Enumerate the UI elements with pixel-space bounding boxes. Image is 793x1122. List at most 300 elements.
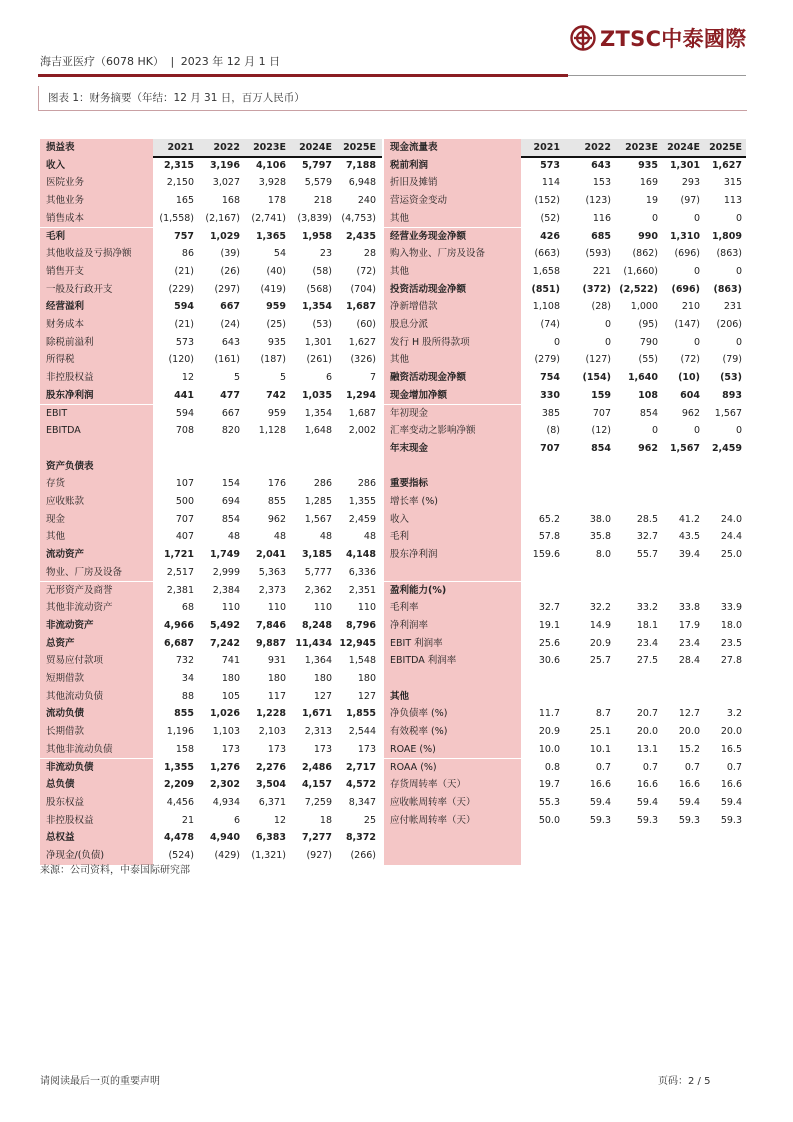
cell-value: 1,627	[711, 159, 742, 171]
cell-value: (862)	[632, 248, 658, 260]
cell-value: 741	[221, 655, 240, 667]
cell-value: (28)	[591, 301, 611, 313]
row-label: 收入	[40, 157, 153, 175]
table-row	[40, 387, 382, 405]
row-label: 融资活动现金净额	[384, 369, 521, 387]
cell-value: 114	[541, 177, 560, 189]
cell-value: 385	[541, 407, 560, 419]
row-label: 营运资金变动	[384, 192, 521, 210]
cell-value: 25.1	[589, 726, 611, 738]
cell-value: (26)	[220, 265, 240, 277]
table-row	[40, 670, 382, 688]
cell-value: 180	[221, 673, 240, 684]
cell-value: 2025E	[343, 142, 376, 153]
cell-value: 8,248	[301, 619, 332, 631]
cell-value: 11.7	[538, 708, 560, 720]
cell-value: 959	[266, 301, 286, 313]
header-rule-red	[38, 74, 568, 77]
cell-value: (95)	[638, 319, 658, 330]
row-label: 有效税率 (%)	[384, 723, 521, 741]
cell-value: 18.1	[636, 619, 658, 631]
cell-value: 694	[221, 496, 240, 507]
row-label: 折旧及摊销	[384, 174, 521, 192]
cell-value: 707	[592, 407, 611, 419]
cell-value: 3.2	[726, 708, 742, 720]
row-label	[384, 847, 521, 865]
cell-value: 4,456	[166, 796, 194, 808]
table-row	[384, 458, 746, 476]
cell-value: 48	[319, 531, 332, 543]
cell-value: (568)	[306, 283, 332, 295]
cell-value: 6,336	[348, 566, 376, 578]
table-row	[40, 635, 382, 653]
cell-value: 0	[735, 336, 742, 348]
table-row	[40, 245, 382, 263]
row-label: 重要指标	[384, 475, 521, 493]
ztsc-logo-icon	[570, 25, 596, 51]
cell-value: 6	[325, 372, 332, 384]
cell-value: (21)	[174, 319, 194, 330]
row-label: 长期借款	[40, 723, 153, 741]
cell-value: 820	[221, 425, 240, 437]
row-label: 一般及行政开支	[40, 281, 153, 299]
row-label: 投资活动现金净额	[384, 281, 521, 299]
cell-value: 173	[357, 743, 376, 755]
cell-value: 2023E	[625, 142, 658, 153]
cell-value: 59.3	[720, 814, 742, 826]
cell-value: (1,321)	[251, 850, 286, 861]
table-row	[40, 759, 382, 777]
cell-value: (72)	[356, 265, 376, 277]
cell-value: 7	[369, 372, 376, 384]
cell-value: (3,839)	[297, 212, 332, 224]
cell-value: 0	[693, 265, 700, 277]
cell-value: 2,150	[166, 177, 194, 189]
cell-value: 8.0	[595, 549, 611, 561]
cell-value: 11,434	[295, 637, 332, 649]
row-label: 净新增借款	[384, 298, 521, 316]
row-label: 销售成本	[40, 210, 153, 228]
cell-value: 7,242	[209, 637, 240, 649]
cell-value: 59.3	[678, 814, 700, 826]
cell-value: (419)	[260, 283, 286, 295]
cell-value: 854	[221, 513, 240, 525]
cell-value: 32.2	[589, 602, 611, 614]
cell-value: 935	[638, 159, 658, 171]
cell-value: (161)	[214, 354, 240, 366]
cell-value: 28	[363, 248, 376, 260]
cell-value: 32.7	[538, 602, 560, 614]
header-separator: |	[170, 55, 175, 68]
cell-value: 315	[723, 177, 742, 189]
cell-value: 14.9	[589, 619, 611, 631]
cell-value: 0	[693, 212, 700, 224]
cell-value: 35.8	[589, 531, 611, 543]
row-label: 其他	[40, 528, 153, 546]
cell-value: 173	[267, 743, 286, 755]
table-row	[40, 475, 382, 493]
cell-value: (372)	[582, 283, 611, 295]
cell-value: 1,809	[711, 230, 742, 242]
row-label: EBIT 利润率	[384, 635, 521, 653]
table-row	[384, 281, 746, 299]
row-label: 盈利能力(%)	[384, 582, 521, 600]
table-row	[40, 829, 382, 847]
cell-value: 2,717	[345, 761, 376, 773]
cell-value: 21	[181, 814, 194, 826]
table-row	[40, 192, 382, 210]
row-label: 股东权益	[40, 794, 153, 812]
cell-value: 1,301	[669, 159, 700, 171]
cell-value: 16.5	[720, 743, 742, 755]
table-row	[384, 157, 746, 175]
row-label: 存货周转率（天）	[384, 776, 521, 794]
row-label: 贸易应付款项	[40, 652, 153, 670]
cell-value: 8.7	[595, 708, 611, 720]
cell-value: 3,504	[255, 779, 286, 791]
cell-value: 0	[693, 336, 700, 348]
table-row	[384, 582, 746, 600]
cell-value: 604	[680, 389, 700, 401]
cell-value: 1,108	[532, 301, 560, 313]
row-label: 除税前溢利	[40, 334, 153, 352]
cell-value: (21)	[174, 265, 194, 277]
cell-value: 218	[313, 195, 332, 207]
company-name: 海吉亚医疗（6078 HK）	[40, 55, 164, 68]
cell-value: (152)	[534, 195, 560, 207]
cell-value: (25)	[266, 319, 286, 330]
cell-value: 27.8	[720, 655, 742, 667]
cell-value: (663)	[534, 248, 560, 260]
cell-value: 48	[363, 531, 376, 543]
table-row	[40, 741, 382, 759]
cell-value: 180	[313, 673, 332, 684]
cell-value: (863)	[716, 248, 742, 260]
cell-value: 2,373	[258, 584, 286, 596]
cell-value: 707	[540, 442, 560, 454]
cell-value: 5,492	[209, 619, 240, 631]
cell-value: 1,855	[345, 708, 376, 720]
cell-value: 854	[591, 442, 611, 454]
row-label: 其他	[384, 263, 521, 281]
row-label: 年初现金	[384, 405, 521, 423]
cell-value: (72)	[680, 354, 700, 366]
table-row	[40, 369, 382, 387]
cell-value: 165	[175, 195, 194, 207]
cell-value: 59.4	[720, 796, 742, 808]
cell-value: (261)	[306, 354, 332, 366]
cell-value: 708	[175, 425, 194, 437]
cell-value: (123)	[585, 195, 611, 207]
cell-value: 6,383	[255, 832, 286, 844]
table-row	[40, 334, 382, 352]
cell-value: 1,567	[714, 407, 742, 419]
cell-value: 962	[681, 407, 700, 419]
table-row	[384, 139, 746, 157]
cell-value: 158	[175, 743, 194, 755]
row-label: 经营溢利	[40, 298, 153, 316]
cell-value: 25.7	[589, 655, 611, 667]
table-row	[40, 617, 382, 635]
table-row	[40, 511, 382, 529]
cell-value: 935	[267, 336, 286, 348]
cell-value: 1,671	[301, 708, 332, 720]
cell-value: 7,259	[304, 796, 332, 808]
cell-value: 168	[221, 195, 240, 207]
cell-value: (40)	[266, 265, 286, 277]
cell-value: 959	[267, 407, 286, 419]
row-label: 股息分派	[384, 316, 521, 334]
cell-value: 240	[357, 195, 376, 207]
cell-value: (79)	[722, 354, 742, 366]
cell-value: 1,721	[163, 549, 194, 561]
cell-value: 1,354	[301, 301, 332, 313]
row-label: 无形资产及商誉	[40, 582, 153, 600]
cell-value: 20.0	[678, 726, 700, 738]
cell-value: 54	[273, 248, 286, 260]
cell-value: 173	[221, 743, 240, 755]
table-row	[384, 298, 746, 316]
cell-value: 12,945	[339, 637, 376, 649]
cell-value: (154)	[582, 372, 611, 384]
table-row	[40, 582, 382, 600]
row-label: EBITDA	[40, 422, 153, 440]
cell-value: 20.9	[589, 637, 611, 649]
table-row	[384, 617, 746, 635]
row-label: 现金增加净额	[384, 387, 521, 405]
cell-value: 990	[638, 230, 658, 242]
cell-value: 3,928	[258, 177, 286, 189]
cell-value: 12	[181, 372, 194, 384]
cell-value: 107	[175, 478, 194, 490]
cell-value: 2,384	[212, 584, 240, 596]
cell-value: 1,035	[301, 389, 332, 401]
cell-value: 48	[227, 531, 240, 543]
cell-value: 0	[735, 265, 742, 277]
cell-value: 3,196	[209, 159, 240, 171]
cell-value: 8,372	[345, 832, 376, 844]
cell-value: 16.6	[589, 779, 611, 791]
table-row	[40, 546, 382, 564]
cell-value: 2,381	[166, 584, 194, 596]
table-row	[384, 564, 746, 582]
table-row	[40, 263, 382, 281]
table-row	[40, 493, 382, 511]
cell-value: (1,558)	[159, 212, 194, 224]
cell-value: 57.8	[538, 531, 560, 543]
cell-value: (10)	[678, 372, 700, 384]
table-row	[40, 652, 382, 670]
cell-value: 59.3	[636, 814, 658, 826]
cell-value: (8)	[546, 425, 560, 437]
cell-value: 105	[221, 690, 240, 702]
cell-value: 8,347	[348, 796, 376, 808]
table-row	[384, 440, 746, 458]
row-label: 股东净利润	[384, 546, 521, 564]
table-row	[384, 405, 746, 423]
table-row	[40, 812, 382, 830]
cell-value: (53)	[720, 372, 742, 384]
cell-value: 330	[540, 389, 560, 401]
row-label: 总权益	[40, 829, 153, 847]
cell-value: 2,544	[348, 726, 376, 738]
cell-value: (120)	[168, 354, 194, 366]
cell-value: 2,002	[348, 425, 376, 437]
cell-value: (2,522)	[619, 283, 658, 295]
row-label: 总资产	[40, 635, 153, 653]
table-row	[384, 635, 746, 653]
cell-value: 0	[693, 425, 700, 437]
cell-value: (229)	[168, 283, 194, 295]
cell-value: 1,365	[255, 230, 286, 242]
row-label: 增长率 (%)	[384, 493, 521, 511]
cell-value: (206)	[716, 319, 742, 330]
cell-value: 2,459	[348, 513, 376, 525]
cell-value: 33.8	[678, 602, 700, 614]
cell-value: 20.0	[720, 726, 742, 738]
cell-value: 154	[221, 478, 240, 490]
cell-value: 1,294	[345, 389, 376, 401]
row-label: 应付帐周转率（天）	[384, 812, 521, 830]
cell-value: 24.0	[720, 513, 742, 525]
table-row	[40, 458, 382, 476]
cell-value: 20.9	[538, 726, 560, 738]
table-row	[384, 829, 746, 847]
cell-value: 20.7	[636, 708, 658, 720]
table-row	[384, 741, 746, 759]
table-row	[384, 705, 746, 723]
company-logo	[570, 24, 747, 52]
row-label: ROAA (%)	[384, 759, 521, 777]
table-row	[384, 493, 746, 511]
cell-value: 893	[722, 389, 742, 401]
table-row	[384, 528, 746, 546]
cell-value: 41.2	[678, 513, 700, 525]
table-row	[40, 228, 382, 246]
source-note: 来源：公司资料，中泰国际研究部	[40, 865, 190, 876]
cell-value: 0	[735, 212, 742, 224]
cell-value: 1,301	[304, 336, 332, 348]
table-row	[384, 670, 746, 688]
row-label	[384, 670, 521, 688]
row-label: 现金	[40, 511, 153, 529]
table-row	[384, 812, 746, 830]
cell-value: 59.4	[636, 796, 658, 808]
row-label: 毛利	[40, 228, 153, 246]
cell-value: 2,315	[163, 159, 194, 171]
cell-value: 1,310	[669, 230, 700, 242]
table-row	[384, 334, 746, 352]
cell-value: 5	[279, 372, 286, 384]
cell-value: 86	[181, 248, 194, 260]
row-label: 财务成本	[40, 316, 153, 334]
cell-value: 2,486	[301, 761, 332, 773]
table-row	[40, 422, 382, 440]
row-label: 流动资产	[40, 546, 153, 564]
cell-value: 2,435	[345, 230, 376, 242]
cell-value: (851)	[531, 283, 560, 295]
cell-value: 16.6	[720, 779, 742, 791]
cell-value: 1,355	[163, 761, 194, 773]
cell-value: 43.5	[678, 531, 700, 543]
cell-value: 477	[220, 389, 240, 401]
cell-value: (53)	[312, 319, 332, 330]
row-label: 物业、厂房及设备	[40, 564, 153, 582]
cell-value: 28.5	[636, 513, 658, 525]
table-row	[40, 723, 382, 741]
cell-value: 50.0	[538, 814, 560, 826]
report-header	[40, 53, 280, 69]
cell-value: 2023E	[253, 142, 286, 153]
cell-value: (127)	[585, 354, 611, 366]
cell-value: 426	[540, 230, 560, 242]
cell-value: 27.5	[636, 655, 658, 667]
cell-value: (60)	[356, 319, 376, 330]
cell-value: 6,371	[258, 796, 286, 808]
table-row	[40, 210, 382, 228]
cell-value: (927)	[306, 850, 332, 861]
table-row	[40, 405, 382, 423]
row-label: 非流动资产	[40, 617, 153, 635]
cell-value: 5,363	[258, 566, 286, 578]
cell-value: (2,741)	[251, 212, 286, 224]
table-row	[40, 351, 382, 369]
table-row	[384, 351, 746, 369]
cell-value: 500	[175, 496, 194, 507]
cell-value: 441	[174, 389, 194, 401]
row-label: 其他非流动负债	[40, 741, 153, 759]
cell-value: 20.0	[636, 726, 658, 738]
cell-value: 643	[221, 336, 240, 348]
cell-value: 732	[175, 655, 194, 667]
cell-value: 293	[681, 177, 700, 189]
cell-value: 19	[645, 195, 658, 207]
cell-value: 117	[267, 690, 286, 702]
cell-value: 0	[553, 336, 560, 348]
cell-value: 2022	[584, 142, 611, 153]
cell-value: 742	[266, 389, 286, 401]
row-label: 非流动负债	[40, 759, 153, 777]
cell-value: 2024E	[299, 142, 332, 153]
cell-value: (297)	[214, 283, 240, 295]
cell-value: 18	[319, 814, 332, 826]
table-row	[384, 316, 746, 334]
table-row	[384, 723, 746, 741]
cell-value: 5	[233, 372, 240, 384]
cell-value: 12.7	[678, 708, 700, 720]
cell-value: 2022	[213, 142, 240, 153]
cell-value: (4,753)	[341, 212, 376, 224]
cell-value: 1,000	[630, 301, 658, 313]
cell-value: 1,648	[304, 425, 332, 437]
cell-value: 2025E	[709, 142, 742, 153]
row-label: 资产负债表	[40, 458, 153, 476]
cell-value: 2,362	[304, 584, 332, 596]
cell-value: 1,228	[255, 708, 286, 720]
table-row	[40, 794, 382, 812]
table-row	[40, 281, 382, 299]
row-label: 汇率变动之影响净额	[384, 422, 521, 440]
row-label: ROAE (%)	[384, 741, 521, 759]
row-label	[384, 829, 521, 847]
row-label: 医院业务	[40, 174, 153, 192]
cell-value: 110	[221, 602, 240, 614]
row-label: 存货	[40, 475, 153, 493]
cell-value: 962	[267, 513, 286, 525]
cell-value: 10.0	[538, 743, 560, 755]
cell-value: 2021	[533, 142, 560, 153]
cell-value: 931	[267, 655, 286, 667]
